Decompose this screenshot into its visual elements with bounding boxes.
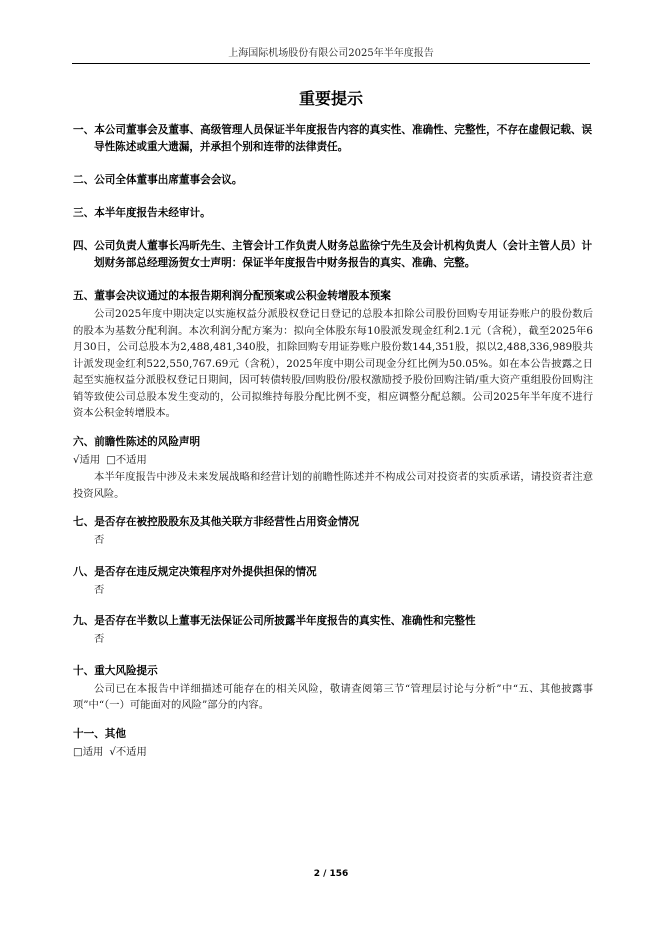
section-text: 本公司董事会及董事、高级管理人员保证半年度报告内容的真实性、准确性、完整性，不存在虚假记载、误导性陈述或重大遗漏，并承担个别和连带的法律责任。 bbox=[94, 124, 593, 153]
option-not-applicable: √不适用 bbox=[109, 745, 147, 758]
section-text: 重大风险提示 bbox=[94, 664, 158, 677]
section-text: 董事会决议通过的本报告期利润分配预案或公积金转增股本预案 bbox=[94, 290, 391, 302]
section-11-heading bbox=[73, 726, 593, 743]
section-number: 三、 bbox=[73, 207, 95, 219]
section-text: 公司全体董事出席董事会会议。 bbox=[94, 174, 243, 186]
option-applicable: √适用 bbox=[73, 453, 101, 466]
major-risk-paragraph: 公司已在本报告中详细描述可能存在的相关风险，敬请查阅第三节“管理层讨论与分析”中“五、其他披露事项”中“（一）可能面对的风险”部分的内容。 bbox=[73, 682, 593, 711]
page-number: 2 / 156 bbox=[313, 869, 349, 879]
section-number: 十一、 bbox=[73, 727, 105, 740]
applicability-options bbox=[73, 452, 593, 469]
section-number: 九、 bbox=[73, 615, 95, 627]
section-number: 五、 bbox=[73, 290, 95, 302]
section-text: 本半年度报告未经审计。 bbox=[94, 207, 211, 219]
section-text: 公司负责人董事长冯昕先生、主管会计工作负责人财务总监徐宁先生及会计机构负责人（会计主管人员）计划财务部总经理汤贺女士声明：保证半年度报告中财务报告的真实、准确、完整。 bbox=[94, 240, 593, 269]
option-not-applicable: □不适用 bbox=[106, 453, 147, 466]
section-text: 其他 bbox=[104, 727, 126, 740]
section-number: 十、 bbox=[73, 664, 95, 677]
running-header: 上海国际机场股份有限公司2025年半年度报告 bbox=[72, 44, 590, 64]
page-title: 重要提示 bbox=[298, 89, 363, 108]
answer-text: 否 bbox=[94, 534, 105, 546]
section-2 bbox=[73, 172, 593, 189]
section-10-heading bbox=[73, 663, 593, 680]
section-text: 是否存在违反规定决策程序对外提供担保的情况 bbox=[94, 565, 317, 578]
section-text: 是否存在被控股股东及其他关联方非经营性占用资金情况 bbox=[94, 516, 360, 528]
profit-distribution-paragraph: 公司2025年度中期决定以实施权益分派股权登记日登记的总股本扣除公司股份回购专用证券账户的股份数后的股本为基数分配利润。本次利润分配方案为：拟向全体股东每10股派发现金红利2.1元（含税），截至2025年6月30日，公司总股本为2,488,481,340股，扣除回购专用证券账户股份数144,351股，拟以2,488,336,989股共计派发现金红利522,550,767.69元（含税），2025年度中期公司现金分红比例为50.05%。如在本公告披露之日起至实施权益分派股权登记日期间，因可转债转股/回购股份/股权激励授予股份回购注销/重大资产重组股份回购注销等致使公司总股本发生变动的，公司拟维持每股分配比例不变，相应调整分配总额。公司2025年半年度不进行资本公积金转增股本。 bbox=[73, 308, 593, 419]
section-1 bbox=[73, 122, 593, 156]
section-number: 六、 bbox=[73, 435, 95, 448]
section-6-heading bbox=[73, 434, 593, 451]
section-3 bbox=[73, 205, 593, 222]
section-number: 四、 bbox=[73, 240, 95, 252]
answer-text: 否 bbox=[94, 583, 105, 596]
applicability-options bbox=[73, 744, 593, 761]
section-number: 八、 bbox=[73, 565, 95, 578]
section-number: 一、 bbox=[73, 124, 95, 136]
section-text: 是否存在半数以上董事无法保证公司所披露半年度报告的真实性、准确性和完整性 bbox=[94, 615, 476, 627]
section-5-heading bbox=[73, 288, 593, 305]
section-9-heading bbox=[73, 613, 593, 630]
section-4 bbox=[73, 238, 593, 272]
option-applicable: □适用 bbox=[73, 745, 104, 758]
document-body bbox=[73, 122, 593, 760]
section-7-heading bbox=[73, 514, 593, 531]
section-8-heading bbox=[73, 564, 593, 581]
section-number: 七、 bbox=[73, 516, 95, 528]
section-text: 前瞻性陈述的风险声明 bbox=[94, 435, 201, 448]
section-number: 二、 bbox=[73, 174, 95, 186]
forward-looking-paragraph: 本半年度报告中涉及未来发展战略和经营计划的前瞻性陈述并不构成公司对投资者的实质承诺，请投资者注意投资风险。 bbox=[73, 471, 593, 500]
answer-text: 否 bbox=[94, 633, 105, 645]
